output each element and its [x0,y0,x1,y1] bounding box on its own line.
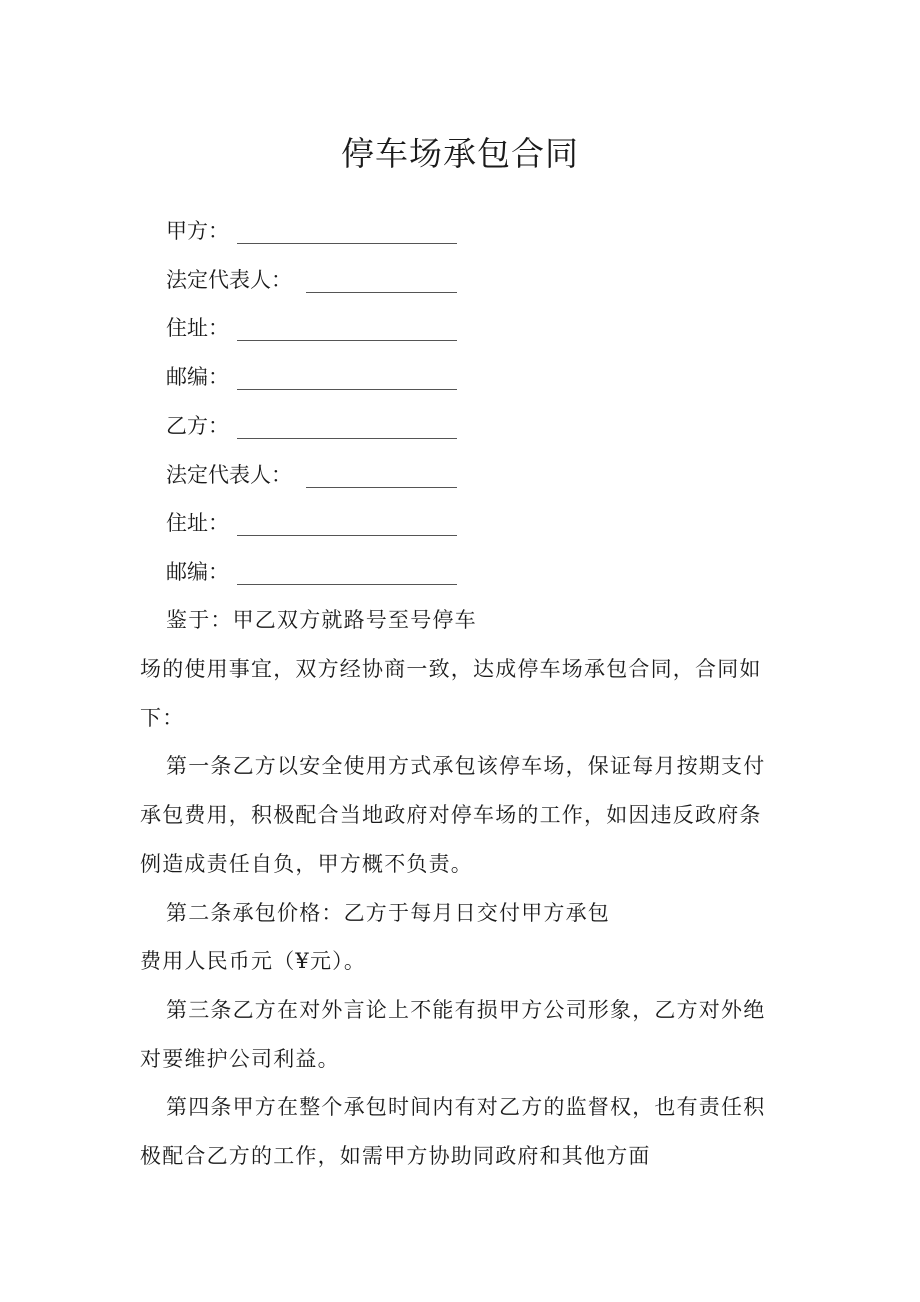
party-a-legal-rep-blank-line [306,292,457,293]
party-b-address-label: 住址： [166,511,229,535]
party-b-address-blank-line [237,535,457,536]
party-a-address-label: 住址： [166,316,229,340]
party-a-blank-line [237,243,457,244]
article-2-line-1: 第二条承包价格：乙方于每月日交付甲方承包 [166,901,610,925]
article-2-line-2: 费用人民币元（¥元）。 [140,949,367,973]
article-1-line-1: 第一条乙方以安全使用方式承包该停车场，保证每月按期支付 [166,754,766,778]
recital-line-1: 鉴于：甲乙双方就路号至号停车 [166,608,477,632]
recital-line-3: 下： [140,706,185,730]
article-4-line-2: 极配合乙方的工作，如需甲方协助同政府和其他方面 [140,1144,651,1168]
party-b-label: 乙方： [166,414,229,438]
recital-line-2: 场的使用事宜，双方经协商一致，达成停车场承包合同，合同如 [140,657,762,681]
party-b-postcode-blank-line [237,584,457,585]
party-b-postcode-label: 邮编： [166,560,229,584]
party-a-legal-rep-field [166,265,292,295]
party-b-blank-line [237,438,457,439]
party-b-legal-rep-field [166,460,292,490]
party-b-address-field [166,508,229,538]
page-title: 停车场承包合同 [341,134,579,173]
party-a-label: 甲方： [166,219,229,243]
article-1-line-3: 例造成责任自负，甲方概不负责。 [140,852,473,876]
article-1-line-2: 承包费用，积极配合当地政府对停车场的工作，如因违反政府条 [140,803,762,827]
article-3-line-2: 对要维护公司利益。 [140,1047,340,1071]
party-a-address-field [166,313,229,343]
party-b-legal-rep-blank-line [306,487,457,488]
party-a-postcode-field [166,362,229,392]
party-b-field [166,411,229,441]
party-a-address-blank-line [237,340,457,341]
article-4-line-1: 第四条甲方在整个承包时间内有对乙方的监督权，也有责任积 [166,1095,766,1119]
party-a-postcode-blank-line [237,389,457,390]
party-b-postcode-field [166,557,229,587]
party-b-legal-rep-label: 法定代表人： [166,463,292,487]
party-a-field [166,216,229,246]
article-3-line-1: 第三条乙方在对外言论上不能有损甲方公司形象，乙方对外绝 [166,998,766,1022]
party-a-legal-rep-label: 法定代表人： [166,268,292,292]
party-a-postcode-label: 邮编： [166,365,229,389]
